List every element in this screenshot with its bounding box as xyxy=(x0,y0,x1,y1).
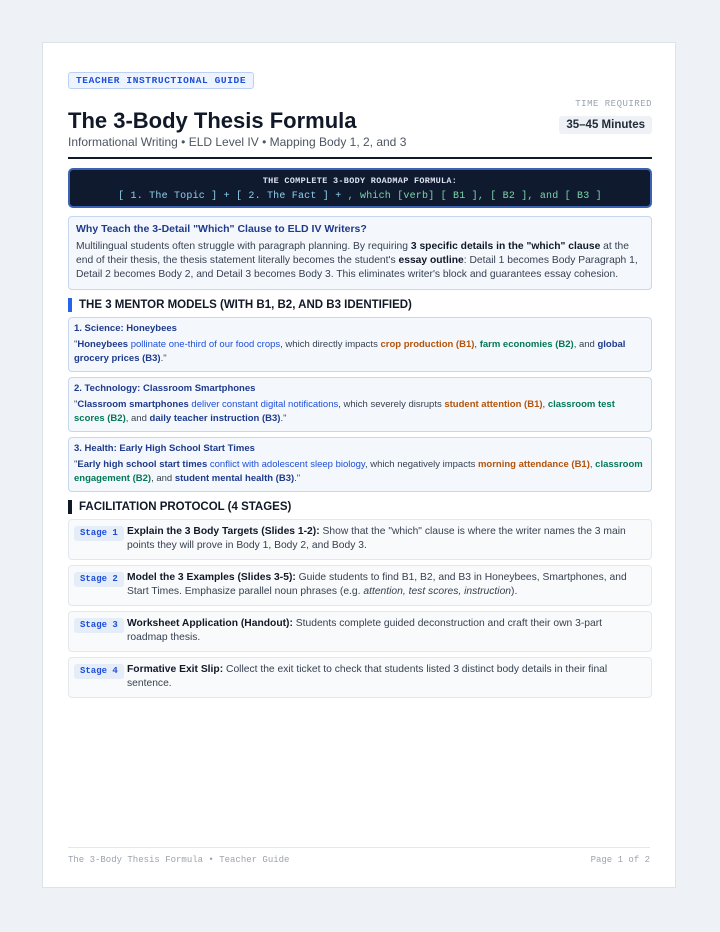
guide-tag: TEACHER INSTRUCTIONAL GUIDE xyxy=(68,72,254,89)
stage-description xyxy=(127,571,643,599)
mentor-b3: global grocery prices (B3) xyxy=(74,339,626,364)
separator: , and xyxy=(125,412,150,424)
mentor-card-sentence xyxy=(74,398,644,425)
mentor-b1: student attention (B1) xyxy=(444,399,543,410)
stage-badge: Stage 4 xyxy=(74,664,124,679)
page-subtitle: Informational Writing • ELD Level IV • Mapping Body 1, 2, and 3 xyxy=(68,135,407,149)
stage-1 xyxy=(68,519,652,560)
mentor-card-science xyxy=(68,317,652,372)
why-bold: essay outline xyxy=(398,255,464,266)
stage-description xyxy=(127,525,643,553)
footer-title: The 3-Body Thesis Formula • Teacher Guide xyxy=(68,855,290,865)
header xyxy=(68,89,652,155)
mentor-subject: Classroom smartphones xyxy=(77,399,189,410)
stage-title: Worksheet Application (Handout): xyxy=(127,618,293,629)
mentor-subject: Honeybees xyxy=(77,339,129,350)
stage-4 xyxy=(68,657,652,698)
separator: , and xyxy=(573,339,598,350)
why-box xyxy=(68,216,652,290)
mentor-b1: morning attendance (B1) xyxy=(477,459,590,470)
stage-text: Collect the exit ticket to check that students listed 3 distinct body details in their final sentence. xyxy=(127,664,608,689)
stage-text: Students complete guided deconstruction and craft their own 3-part roadmap thesis. xyxy=(127,618,602,643)
mentor-fact: conflict with adolescent sleep biology xyxy=(207,459,365,470)
stage-italic-example: attention, test scores, instruction xyxy=(363,586,512,597)
formula-part-which: , which [verb] [ B1 ], [ B2 ], and [ B3 ] xyxy=(347,191,602,202)
mentor-b3: student mental health (B3) xyxy=(174,472,295,484)
stage-text: Show that the "which" clause is where the writer names the 3 main points they will prove in Body 1, Body 2, and Body 3. xyxy=(127,526,626,551)
mentor-which: , which severely disrupts xyxy=(338,399,445,410)
page-title: The 3-Body Thesis Formula xyxy=(68,108,357,133)
stage-badge: Stage 2 xyxy=(74,572,124,587)
page-number: Page 1 of 2 xyxy=(590,855,650,865)
separator: , xyxy=(589,459,596,470)
mentor-card-technology xyxy=(68,377,652,432)
mentor-b2: farm economies (B2) xyxy=(479,339,574,350)
page-content xyxy=(68,70,652,698)
mentor-card-title: 3. Health: Early High School Start Times xyxy=(74,443,255,454)
time-required-value: 35–45 Minutes xyxy=(559,116,652,134)
separator: , xyxy=(474,339,480,350)
quote-mark: ." xyxy=(280,412,287,424)
mentor-models-heading: THE 3 MENTOR MODELS (WITH B1, B2, AND B3 IDENTIFIED) xyxy=(68,298,652,312)
mentor-card-title: 1. Science: Honeybees xyxy=(74,323,177,334)
stage-title: Explain the 3 Body Targets (Slides 1-2): xyxy=(127,526,320,537)
stage-badge: Stage 3 xyxy=(74,618,124,633)
why-body xyxy=(76,240,643,282)
formula-part-topic-fact: [ 1. The Topic ] + [ 2. The Fact ] + xyxy=(118,191,348,202)
why-text: : Detail 1 becomes Body Paragraph 1, Detail 2 becomes Body 2, and Detail 3 becomes Body 3. This eliminates writer's block and guarantees essay cohesion. xyxy=(76,255,638,280)
mentor-subject: Early high school start times xyxy=(77,459,208,470)
mentor-which: , which directly impacts xyxy=(280,339,381,350)
mentor-card-sentence xyxy=(74,458,644,485)
header-divider xyxy=(68,157,652,159)
why-text: Multilingual students often struggle with paragraph planning. By requiring xyxy=(76,241,411,252)
stage-text: ). xyxy=(511,586,518,597)
mentor-fact: deliver constant digital notifications xyxy=(188,399,339,410)
stage-3 xyxy=(68,611,652,652)
quote-mark: " xyxy=(74,339,78,350)
mentor-b2: classroom test scores (B2) xyxy=(74,399,615,424)
stage-text: Guide students to find B1, B2, and B3 in Honeybees, Smartphones, and Start Times. Emphasize parallel noun phrases (e.g. xyxy=(127,572,627,597)
mentor-which: , which negatively impacts xyxy=(364,459,478,470)
facilitation-protocol-heading: FACILITATION PROTOCOL (4 STAGES) xyxy=(68,500,652,514)
why-text: at the end of their thesis, the thesis statement literally becomes the student's xyxy=(76,241,629,266)
separator: , xyxy=(542,399,548,410)
separator: , and xyxy=(151,472,175,484)
why-bold: 3 specific details in the "which" clause xyxy=(410,241,601,252)
why-title: Why Teach the 3-Detail "Which" Clause to ELD IV Writers? xyxy=(76,223,367,235)
mentor-b2: classroom engagement (B2) xyxy=(74,459,643,484)
mentor-card-title: 2. Technology: Classroom Smartphones xyxy=(74,383,256,394)
time-required-label: TIME REQUIRED xyxy=(575,99,652,109)
page-footer xyxy=(68,847,650,865)
stage-title: Model the 3 Examples (Slides 3-5): xyxy=(127,572,296,583)
quote-mark: " xyxy=(74,459,78,470)
mentor-card-sentence xyxy=(74,338,644,365)
mentor-card-health xyxy=(68,437,652,492)
formula-text xyxy=(70,191,650,202)
stage-2 xyxy=(68,565,652,606)
quote-mark: ." xyxy=(294,472,301,484)
mentor-b3: daily teacher instruction (B3) xyxy=(149,412,281,424)
stage-title: Formative Exit Slip: xyxy=(127,664,224,675)
mentor-fact: pollinate one-third of our food crops xyxy=(128,339,281,350)
formula-title: THE COMPLETE 3-BODY ROADMAP FORMULA: xyxy=(262,176,458,186)
document-page xyxy=(42,42,676,888)
quote-mark: ." xyxy=(160,352,167,364)
quote-mark: " xyxy=(74,399,78,410)
mentor-b1: crop production (B1) xyxy=(380,339,475,350)
stage-badge: Stage 1 xyxy=(74,526,124,541)
formula-box xyxy=(68,168,652,208)
stage-description xyxy=(127,663,643,691)
stage-description xyxy=(127,617,643,645)
